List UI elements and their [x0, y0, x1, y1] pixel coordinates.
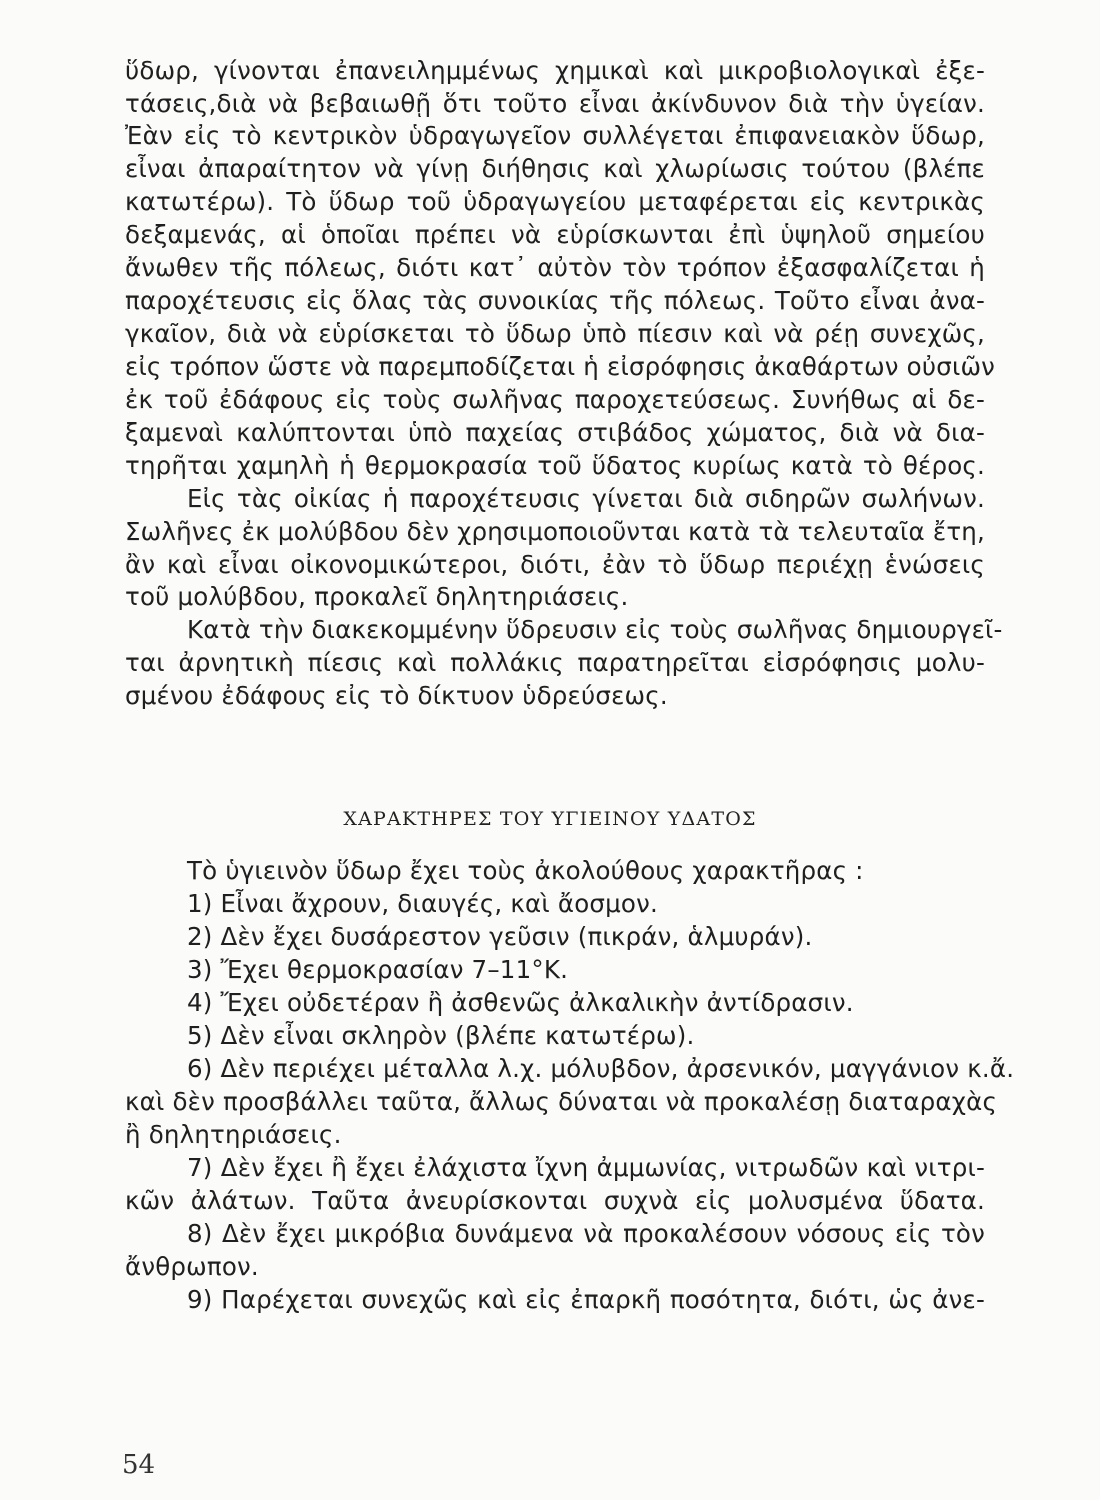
text-line: καὶ δὲν προσβάλλει ταῦτα, ἄλλως δύναται νὰ προκαλέσῃ διαταραχὰς	[125, 1087, 998, 1116]
text-line: Σωλῆνες ἐκ μολύβδου δὲν χρησιμοποιοῦνται κατὰ τὰ τελευταῖα ἔτη,	[125, 517, 985, 546]
page-number: 54	[122, 1450, 156, 1480]
text-line: ἂν καὶ εἶναι οἰκονομικώτεροι, διότι, ἐὰν τὸ ὕδωρ περιέχῃ ἑνώσεις	[125, 550, 985, 579]
text-line: 8) Δὲν ἔχει μικρόβια δυνάμενα νὰ προκαλέσουν νόσους εἰς τὸν	[187, 1219, 985, 1248]
text-line: 7) Δὲν ἔχει ἢ ἔχει ἐλάχιστα ἴχνη ἀμμωνίας, νιτρωδῶν καὶ νιτρι-	[187, 1153, 985, 1182]
text-line: τηρῆται χαμηλὴ ἡ θερμοκρασία τοῦ ὕδατος κυρίως κατὰ τὸ θέρος.	[125, 451, 985, 480]
text-line: ὕδωρ, γίνονται ἐπανειλημμένως χημικαὶ καὶ μικροβιολογικαὶ ἐξε-	[125, 56, 985, 85]
text-line: Εἰς τὰς οἰκίας ἡ παροχέτευσις γίνεται διὰ σιδηρῶν σωλήνων.	[187, 484, 985, 513]
text-line: παροχέτευσις εἰς ὅλας τὰς συνοικίας τῆς πόλεως. Τοῦτο εἶναι ἀνα-	[125, 286, 985, 315]
text-line: δεξαμενάς, αἱ ὁποῖαι πρέπει νὰ εὑρίσκωνται ἐπὶ ὑψηλοῦ σημείου	[125, 220, 985, 249]
text-line: ἄνωθεν τῆς πόλεως, διότι κατ᾽ αὐτὸν τὸν τρόπον ἐξασφαλίζεται ἡ	[125, 253, 985, 282]
text-line: Τὸ ὑγιεινὸν ὕδωρ ἔχει τοὺς ἀκολούθους χαρακτῆρας :	[187, 856, 864, 885]
text-line: εἰς τρόπον ὥστε νὰ παρεμποδίζεται ἡ εἰσρόφησις ἀκαθάρτων οὐσιῶν	[125, 352, 996, 381]
text-line: ἢ δηλητηριάσεις.	[125, 1120, 342, 1149]
text-line: 3) Ἔχει θερμοκρασίαν 7–11°Κ.	[187, 955, 569, 984]
text-line: Ἐὰν εἰς τὸ κεντρικὸν ὑδραγωγεῖον συλλέγεται ἐπιφανειακὸν ὕδωρ,	[125, 121, 985, 150]
text-line: ξαμεναὶ καλύπτονται ὑπὸ παχείας στιβάδος χώματος, διὰ νὰ δια-	[125, 418, 985, 447]
text-line: ἄνθρωπον.	[125, 1252, 259, 1281]
text-line: 9) Παρέχεται συνεχῶς καὶ εἰς ἐπαρκῆ ποσότητα, διότι, ὡς ἀνε-	[187, 1285, 985, 1314]
text-line: γκαῖον, διὰ νὰ εὑρίσκεται τὸ ὕδωρ ὑπὸ πίεσιν καὶ νὰ ρέῃ συνεχῶς,	[125, 319, 985, 348]
text-line: ται ἀρνητικὴ πίεσις καὶ πολλάκις παρατηρεῖται εἰσρόφησις μολυ-	[125, 648, 985, 677]
text-line: 6) Δὲν περιέχει μέταλλα λ.χ. μόλυβδον, ἀρσενικόν, μαγγάνιον κ.ἄ.	[187, 1054, 1015, 1083]
text-line: 1) Εἶναι ἄχρουν, διαυγές, καὶ ἄοσμον.	[187, 889, 658, 918]
text-line: τοῦ μολύβδου, προκαλεῖ δηλητηριάσεις.	[125, 582, 629, 611]
text-line: 5) Δὲν εἶναι σκληρὸν (βλέπε κατωτέρω).	[187, 1021, 695, 1050]
text-line: ἐκ τοῦ ἐδάφους εἰς τοὺς σωλῆνας παροχετεύσεως. Συνήθως αἱ δε-	[125, 385, 985, 414]
section-heading: ΧΑΡΑΚΤΗΡΕΣ ΤΟΥ ΥΓΙΕΙΝΟΥ ΥΔΑΤΟΣ	[343, 808, 757, 830]
text-line: Κατὰ τὴν διακεκομμένην ὕδρευσιν εἰς τοὺς σωλῆνας δημιουργεῖ-	[187, 615, 1003, 644]
text-line: 2) Δὲν ἔχει δυσάρεστον γεῦσιν (πικράν, ἁλμυράν).	[187, 922, 813, 951]
text-line: σμένου ἐδάφους εἰς τὸ δίκτυον ὑδρεύσεως.	[125, 681, 668, 710]
text-line: 4) Ἔχει οὐδετέραν ἢ ἀσθενῶς ἀλκαλικὴν ἀντίδρασιν.	[187, 988, 854, 1017]
text-line: εἶναι ἀπαραίτητον νὰ γίνῃ διήθησις καὶ χλωρίωσις τούτου (βλέπε	[125, 154, 985, 183]
text-line: κῶν ἀλάτων. Ταῦτα ἀνευρίσκονται συχνὰ εἰς μολυσμένα ὕδατα.	[125, 1186, 985, 1215]
text-line: κατωτέρω). Τὸ ὕδωρ τοῦ ὑδραγωγείου μεταφέρεται εἰς κεντρικὰς	[125, 187, 985, 216]
text-line: τάσεις,διὰ νὰ βεβαιωθῇ ὅτι τοῦτο εἶναι ἀκίνδυνον διὰ τὴν ὑγείαν.	[125, 89, 985, 118]
